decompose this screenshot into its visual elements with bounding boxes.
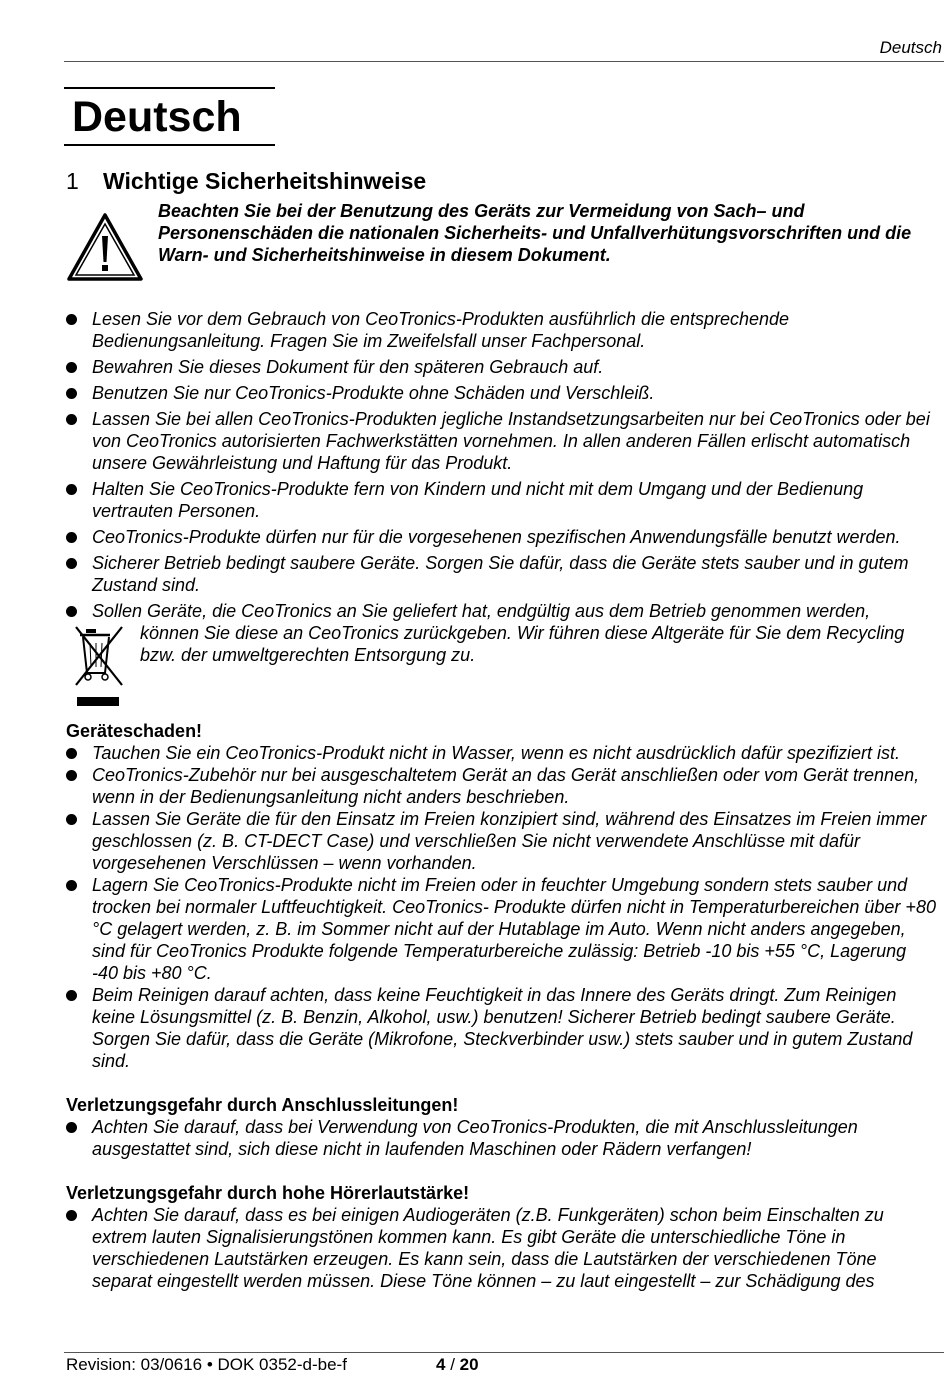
list-item: Lagern Sie CeoTronics-Produkte nicht im Freien oder in feuchter Umgebung sondern stets sauber und trocken bei normaler Luftfeuchtigkeit. CeoTronics- Produkte dürfen nicht in Temperaturbereichen über +80 °C gelagert werden, z. B. im Sommer nicht auf der Hutablage im Auto. Wenn nicht anders angegeben, sind für CeoTronics Produkte folgende Temperaturbereiche zulässig: Betrieb -10 bis +55 °C, Lagerung -40 bis +80 °C. xyxy=(66,874,936,984)
page-title: Deutsch xyxy=(72,93,242,141)
list-item: Sollen Geräte, die CeoTronics an Sie geliefert hat, endgültig aus dem Betrieb genommen werden, xyxy=(66,600,936,622)
volume-bullets xyxy=(66,1204,936,1292)
page-number xyxy=(436,1355,479,1375)
title-rule-bottom xyxy=(64,144,275,146)
list-item: Lassen Sie bei allen CeoTronics-Produkten jegliche Instandsetzungsarbeiten nur bei CeoTronics oder bei von CeoTronics autorisierten Fachwerkstätten vornehmen. In allen anderen Fällen erlischt automatisch unsere Gewährleistung und Haftung für das Produkt. xyxy=(66,408,936,474)
list-item: Beim Reinigen darauf achten, dass keine Feuchtigkeit in das Innere des Geräts dringt. Zum Reinigen keine Lösungsmittel (z. B. Benzin, Alkohol, usw.) benutzen! Sicherer Betrieb bedingt saubere Geräte. Sorgen Sie dafür, dass die Geräte (Mikrofone, Steckverbinder usw.) stets sauber und in gutem Zustand sind. xyxy=(66,984,936,1072)
cable-title: Verletzungsgefahr durch Anschlussleitungen! xyxy=(66,1095,459,1115)
header-language: Deutsch xyxy=(879,38,942,57)
page-current: 4 xyxy=(436,1355,446,1374)
recycling-note xyxy=(66,622,936,714)
section-heading xyxy=(66,166,426,196)
footer-revision: Revision: 03/0616 • DOK 0352-d-be-f xyxy=(66,1355,347,1374)
list-item: Achten Sie darauf, dass bei Verwendung von CeoTronics-Produkten, die mit Anschlussleitungen ausgestattet sind, sich diese nicht in laufenden Maschinen oder Rädern verfangen! xyxy=(66,1116,936,1160)
crossed-bin-icon xyxy=(74,625,126,709)
list-item: Sicherer Betrieb bedingt saubere Geräte. Sorgen Sie dafür, dass die Geräte stets sauber und in gutem Zustand sind. xyxy=(66,552,936,596)
section-title: Wichtige Sicherheitshinweise xyxy=(103,168,427,194)
title-rule-top xyxy=(64,87,275,89)
list-item: Lesen Sie vor dem Gebrauch von CeoTronics-Produkten ausführlich die entsprechende Bedienungsanleitung. Fragen Sie im Zweifelsfall unser Fachpersonal. xyxy=(66,308,936,352)
volume-title: Verletzungsgefahr durch hohe Hörerlautstärke! xyxy=(66,1183,470,1203)
cable-bullets xyxy=(66,1116,936,1160)
section-number: 1 xyxy=(66,168,79,194)
list-item: CeoTronics-Produkte dürfen nur für die vorgesehenen spezifischen Anwendungsfälle benutzt werden. xyxy=(66,526,936,548)
warning-text: Beachten Sie bei der Benutzung des Geräts zur Vermeidung von Sach– und Personenschäden die nationalen Sicherheits- und Unfallverhütungsvorschriften und die Warn- und Sicherheitshinweise in diesem Dokument. xyxy=(158,201,912,265)
footer-rule xyxy=(64,1352,944,1353)
content xyxy=(66,308,936,1292)
list-item: Achten Sie darauf, dass es bei einigen Audiogeräten (z.B. Funkgeräten) schon beim Einschalten zu extrem lauten Signalisierungstönen kommen kann. Es gibt Geräte die unterschiedliche Töne in verschiedenen Lautstärken erzeugen. Es kann sein, dass die Lautstärken der verschiedenen Töne separat eingestellt werden müssen. Diese Töne können – zu laut eingestellt – zur Schädigung des xyxy=(66,1204,936,1292)
list-item: Lassen Sie Geräte die für den Einsatz im Freien konzipiert sind, während des Einsatzes im Freien immer geschlossen (z. B. CT-DECT Case) und verschließen Sie nicht verwendete Anschlüsse mit dafür vorgesehenen Verschlüssen – wenn vorhanden. xyxy=(66,808,936,874)
list-item: Bewahren Sie dieses Dokument für den späteren Gebrauch auf. xyxy=(66,356,936,378)
page-separator: / xyxy=(450,1355,455,1374)
list-item: Tauchen Sie ein CeoTronics-Produkt nicht in Wasser, wenn es nicht ausdrücklich dafür spezifiziert ist. xyxy=(66,742,936,764)
damage-bullets xyxy=(66,742,936,1072)
list-item: CeoTronics-Zubehör nur bei ausgeschaltetem Gerät an das Gerät anschließen oder vom Gerät trennen, wenn in der Bedienungsanleitung nicht anders beschrieben. xyxy=(66,764,936,808)
header-rule xyxy=(64,61,944,62)
list-item: Halten Sie CeoTronics-Produkte fern von Kindern und nicht mit dem Umgang und der Bedienung vertrauten Personen. xyxy=(66,478,936,522)
recycling-text: können Sie diese an CeoTronics zurückgeben. Wir führen diese Altgeräte für Sie dem Recycling bzw. der umweltgerechten Entsorgung zu. xyxy=(140,623,905,665)
list-item: Benutzen Sie nur CeoTronics-Produkte ohne Schäden und Verschleiß. xyxy=(66,382,936,404)
warning-triangle-icon xyxy=(66,212,144,282)
spacer xyxy=(66,1072,936,1094)
page-total: 20 xyxy=(459,1355,479,1374)
damage-title: Geräteschaden! xyxy=(66,721,203,741)
general-bullets xyxy=(66,308,936,622)
spacer xyxy=(66,1160,936,1182)
